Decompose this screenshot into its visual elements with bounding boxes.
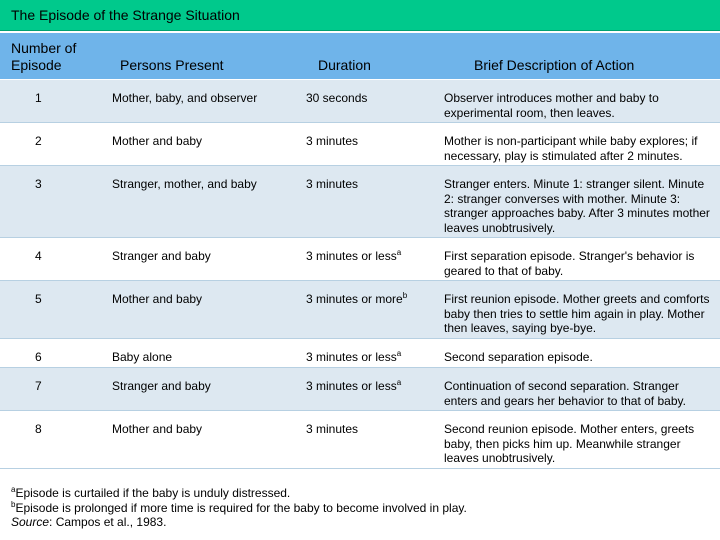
header-episode-number-line1: Number of xyxy=(11,40,77,56)
description-text: First reunion episode. Mother greets and comforts baby then tries to settle him again in play. Mother then leaves, saying bye-bye. xyxy=(444,292,710,335)
table-row xyxy=(0,80,720,123)
title-bar xyxy=(0,0,720,31)
duration xyxy=(306,91,436,106)
description xyxy=(444,350,712,365)
description-text: First separation episode. Stranger's behavior is geared to that of baby. xyxy=(444,249,695,278)
duration xyxy=(306,350,436,365)
episode-number-text: 5 xyxy=(35,292,42,306)
footnote-a xyxy=(11,486,467,501)
duration-footnote-mark: b xyxy=(402,291,408,300)
description xyxy=(444,177,712,235)
duration xyxy=(306,249,436,264)
table-header xyxy=(0,33,720,79)
description xyxy=(444,422,712,466)
persons-present-text: Baby alone xyxy=(112,350,173,364)
description xyxy=(444,379,712,408)
header-episode-number-line2: Episode xyxy=(11,57,62,73)
duration-text: 3 minutes xyxy=(306,134,359,148)
description xyxy=(444,249,712,278)
footnote-b-mark: b xyxy=(11,499,16,509)
duration-text: 3 minutes xyxy=(306,177,359,191)
episode-number xyxy=(35,379,42,394)
episode-number xyxy=(35,177,42,192)
footnote-b xyxy=(11,501,467,516)
duration-text: 3 minutes or more xyxy=(306,292,403,306)
table-row xyxy=(0,238,720,281)
persons-present-text: Stranger and baby xyxy=(112,249,211,263)
duration-footnote-mark: a xyxy=(396,378,402,387)
description-text: Mother is non-participant while baby explores; if necessary, play is stimulated after 2 minutes. xyxy=(444,134,698,163)
table-row xyxy=(0,123,720,166)
page-title: The Episode of the Strange Situation xyxy=(11,7,240,23)
description-text: Observer introduces mother and baby to experimental room, then leaves. xyxy=(444,91,659,120)
footnote-source xyxy=(11,515,467,530)
duration-text: 3 minutes xyxy=(306,422,359,436)
persons-present xyxy=(112,292,302,307)
description xyxy=(444,292,712,336)
table-row xyxy=(0,368,720,411)
header-episode-number xyxy=(11,40,101,74)
episode-number-text: 1 xyxy=(35,91,42,105)
persons-present xyxy=(112,134,302,149)
episode-number xyxy=(35,350,42,365)
duration-footnote-mark: a xyxy=(396,349,402,358)
episode-number xyxy=(35,422,42,437)
description-text: Second separation episode. xyxy=(444,350,593,364)
persons-present-text: Stranger, mother, and baby xyxy=(112,177,257,191)
episode-number xyxy=(35,91,42,106)
table-row xyxy=(0,339,720,368)
duration-text: 3 minutes or less xyxy=(306,249,397,263)
episode-number xyxy=(35,292,42,307)
footnotes xyxy=(11,486,467,530)
description-text: Continuation of second separation. Stranger enters and gears her behavior to that of baby. xyxy=(444,379,686,408)
persons-present xyxy=(112,379,302,394)
episode-number-text: 3 xyxy=(35,177,42,191)
episode-number-text: 7 xyxy=(35,379,42,393)
episode-number-text: 8 xyxy=(35,422,42,436)
persons-present-text: Mother and baby xyxy=(112,134,203,148)
duration xyxy=(306,379,436,394)
footnote-a-text: Episode is curtailed if the baby is unduly distressed. xyxy=(15,486,291,500)
persons-present-text: Mother and baby xyxy=(112,292,203,306)
persons-present xyxy=(112,91,302,106)
episode-number xyxy=(35,134,42,149)
duration xyxy=(306,422,436,437)
duration-text: 3 minutes or less xyxy=(306,379,397,393)
header-persons-present: Persons Present xyxy=(120,57,224,73)
header-description: Brief Description of Action xyxy=(474,57,635,73)
duration xyxy=(306,134,436,149)
persons-present xyxy=(112,350,302,365)
table-row xyxy=(0,411,720,469)
description-text: Second reunion episode. Mother enters, greets baby, then picks him up. Meanwhile stranger leaves unobtrusively. xyxy=(444,422,695,465)
table-row xyxy=(0,166,720,238)
description-text: Stranger enters. Minute 1: stranger silent. Minute 2: stranger converses with mother. Minute 3: stranger approaches baby. After 3 minutes mother leaves unobtrusively. xyxy=(444,177,710,235)
persons-present-text: Mother and baby xyxy=(112,422,203,436)
persons-present xyxy=(112,422,302,437)
description xyxy=(444,91,712,120)
persons-present xyxy=(112,249,302,264)
episode-number-text: 4 xyxy=(35,249,42,263)
duration-text: 30 seconds xyxy=(306,91,368,105)
episode-number-text: 2 xyxy=(35,134,42,148)
episode-number xyxy=(35,249,42,264)
episode-number-text: 6 xyxy=(35,350,42,364)
table-row xyxy=(0,281,720,339)
duration xyxy=(306,177,436,192)
footnote-b-text: Episode is prolonged if more time is required for the baby to become involved in play. xyxy=(15,500,467,515)
description xyxy=(444,134,712,163)
source-text: : Campos et al., 1983. xyxy=(49,515,167,530)
duration xyxy=(306,292,436,307)
header-duration: Duration xyxy=(318,57,371,73)
duration-footnote-mark: a xyxy=(396,248,402,257)
source-label: Source xyxy=(11,515,50,530)
persons-present-text: Mother, baby, and observer xyxy=(112,91,258,105)
persons-present-text: Stranger and baby xyxy=(112,379,211,393)
footnote-a-mark: a xyxy=(11,485,16,494)
duration-text: 3 minutes or less xyxy=(306,350,397,364)
persons-present xyxy=(112,177,302,192)
